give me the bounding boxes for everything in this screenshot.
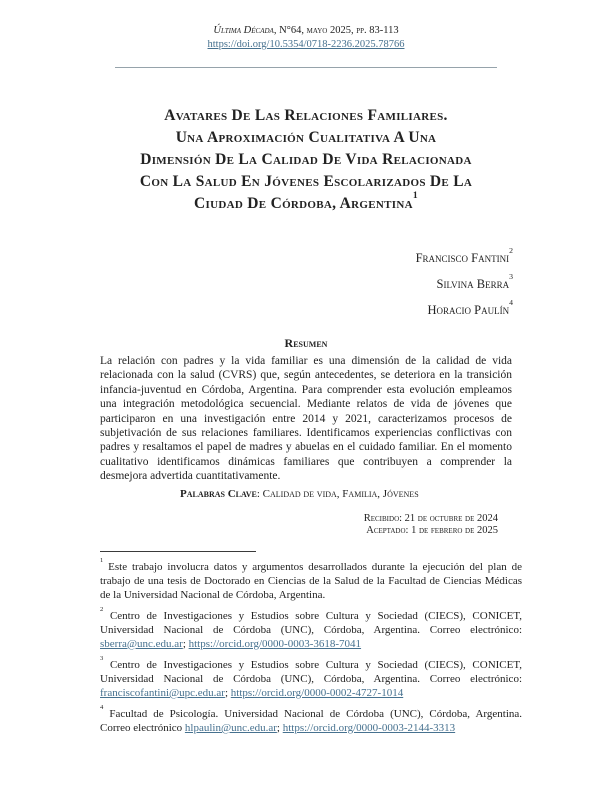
footnote-marker: 4 (100, 704, 104, 712)
journal-header (90, 24, 522, 38)
footnote-divider (100, 551, 256, 552)
footnote-separator: ; (224, 686, 229, 699)
header-divider (115, 67, 497, 68)
accepted-date: Aceptado: 1 de febrero de 2025 (366, 525, 498, 537)
doi-line (90, 38, 522, 52)
keywords-line (180, 487, 512, 501)
journal-issue-info: , N°64, mayo 2025, pp. 83-113 (273, 25, 399, 36)
footnote-text: Facultad de Psicología. Universidad Nacional de Córdoba (UNC), Córdoba, Argentina. Correo electrónico (100, 707, 523, 734)
footnote-marker: 3 (100, 655, 104, 663)
keywords-text: : Calidad de vida, Familia, Jóvenes (256, 487, 419, 500)
author-footnote-marker: 4 (509, 298, 513, 308)
footnote-text: Centro de Investigaciones y Estudios sobre Cultura y Sociedad (CIECS), CONICET, Universidad Nacional de Córdoba (UNC), Córdoba, Argentina. Correo electrónico: (100, 658, 523, 685)
keywords-label: Palabras Clave (180, 487, 257, 500)
footnote-4-email-link[interactable]: hlpaulin@unc.edu.ar (184, 721, 277, 734)
footnote-marker: 2 (100, 606, 104, 614)
footnote-separator: ; (182, 637, 186, 650)
footnote-3-email-link[interactable]: franciscofantini@upc.edu.ar (100, 686, 225, 699)
abstract-section (90, 336, 522, 501)
title-line-text: Ciudad De Córdoba, Argentina (194, 195, 413, 212)
author-list (90, 245, 522, 323)
paper-title (90, 105, 522, 215)
footnote-2-orcid-link[interactable]: https://orcid.org/0000-0003-3618-7041 (188, 637, 362, 650)
footnote-separator: ; (276, 721, 280, 734)
footnote-1 (90, 557, 522, 602)
author-entry (90, 297, 513, 323)
footnote-3 (90, 655, 523, 700)
footnote-2 (90, 606, 523, 651)
title-line (90, 189, 522, 215)
title-line: Una Aproximación Cualitativa A Una (175, 129, 437, 146)
author-name: Francisco Fantini (415, 251, 510, 265)
author-footnote-marker: 3 (509, 272, 513, 282)
footnote-text: Centro de Investigaciones y Estudios sobre Cultura y Sociedad (CIECS), CONICET, Universidad Nacional de Córdoba (UNC), Córdoba, Argentina. Correo electrónico: (100, 609, 523, 636)
footnote-marker: 1 (100, 557, 104, 565)
author-footnote-marker: 2 (509, 246, 513, 256)
footnote-2-email-link[interactable]: sberra@unc.edu.ar (100, 637, 183, 650)
footnote-4 (90, 704, 523, 735)
title-footnote-marker: 1 (412, 189, 418, 201)
title-line: Avatares De Las Relaciones Familiares. (164, 107, 448, 124)
journal-name: Última Década (213, 25, 274, 36)
author-name: Horacio Paulín (427, 303, 510, 317)
footnote-3-orcid-link[interactable]: https://orcid.org/0000-0002-4727-1014 (230, 686, 404, 699)
footnotes-section (90, 551, 522, 735)
footnote-text: Este trabajo involucra datos y argumentos desarrollados durante la ejecución del plan de trabajo de una tesis de Doctorado en Ciencias de la Salud de la Facultad de Ciencias Médicas de la Universidad Nacional de Córdoba, Argentina. (100, 560, 522, 601)
author-entry (90, 245, 513, 271)
footnote-4-orcid-link[interactable]: https://orcid.org/0000-0003-2144-3313 (282, 721, 456, 734)
received-date: Recibido: 21 de octubre de 2024 (363, 512, 498, 524)
abstract-heading: Resumen (284, 336, 328, 350)
author-name: Silvina Berra (436, 277, 510, 291)
title-line: Dimensión De La Calidad De Vida Relacionada (140, 151, 472, 168)
dates-block (90, 513, 522, 538)
title-line: Con La Salud En Jóvenes Escolarizados De La (139, 173, 473, 190)
abstract-text: La relación con padres y la vida familiar es una dimensión de la calidad de vida relacionada con la salud (CVRS) que, según antecedentes, se deteriora en la transición infancia-juventud en Córdoba, Argentina. Para comprender esta evolución empleamos una integración metodológica secuencial. Mediante relatos de vida de jóvenes que participaron en una investigación entre 2014 y 2021, caracterizamos procesos de subjetivación de sus relaciones familiares. Identificamos experiencias conflictivas con padres y resaltamos el papel de madres y abuelas en el cuidado familiar. En el momento cualitativo identificamos dinámicas familiares que contribuyen a comprender la desmejora advertida cuantitativamente. (100, 355, 512, 483)
doi-link[interactable]: https://doi.org/10.5354/0718-2236.2025.78766 (207, 39, 405, 50)
author-entry (90, 271, 513, 297)
